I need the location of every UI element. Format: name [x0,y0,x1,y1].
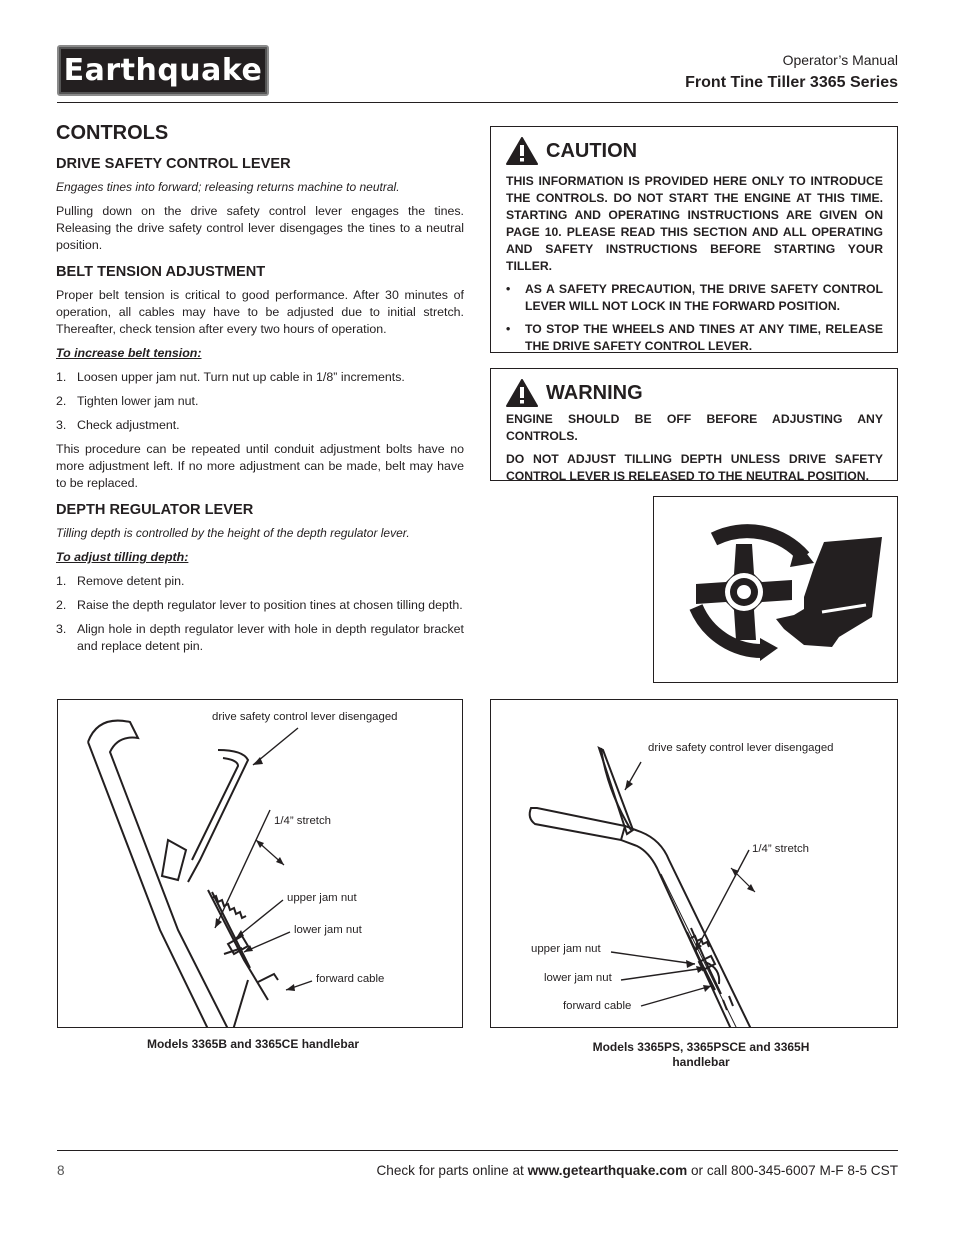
caution-body [506,173,883,355]
warning-title: WARNING [546,381,643,404]
warning-box [490,368,898,481]
depth-intro: Tilling depth is controlled by the height of the depth regulator lever. [56,526,410,540]
hazard-icon-box [653,496,898,683]
list-item: • TO STOP THE WHEELS AND TINES AT ANY TIME, RELEASE THE DRIVE SAFETY CONTROL LEVER. [506,322,883,353]
label-upper-jam-nut: upper jam nut [287,892,357,904]
caution-paragraph: THIS INFORMATION IS PROVIDED HERE ONLY TO INTRODUCE THE CONTROLS. DO NOT START THE ENGINE AT THIS TIME. STARTING AND OPERATING INSTRUCTIONS ARE GIVEN ON PAGE 10. PLEASE READ THIS SECTION AND ALL OPERATING AND SAFETY INSTRUCTIONS BEFORE STARTING YOUR TILLER. [506,174,883,273]
series-title: Front Tine Tiller 3365 Series [685,74,898,91]
label-lower-jam-nut: lower jam nut [294,924,362,936]
list-item: • AS A SAFETY PRECAUTION, THE DRIVE SAFETY CONTROL LEVER WILL NOT LOCK IN THE FORWARD POSITION. [506,282,883,313]
belt-body: Proper belt tension is critical to good performance. After 30 minutes of operation, all cables may have to be adjusted due to initial stretch. Thereafter, check tension after every two hours of operation. [56,288,464,336]
list-item: 1. Loosen upper jam nut. Turn nut up cable in 1/8” increments. [56,370,405,384]
header-rule [57,102,898,103]
section-title: CONTROLS [56,122,169,144]
warning-triangle-icon [506,137,538,165]
controls-section [56,120,464,662]
caution-header [506,137,883,165]
footer-text: Check for parts online at [376,1163,528,1178]
drive-body: Pulling down on the drive safety control lever engages the tines. Releasing the drive safety control lever disengages the tines to a neutral position. [56,204,464,252]
footer-contact [376,1163,898,1178]
label-lower-jam-nut: lower jam nut [544,972,612,984]
caution-title: CAUTION [546,139,638,162]
figure-left [57,699,463,1028]
footer-rule [57,1150,898,1151]
depth-heading: DEPTH REGULATOR LEVER [56,502,254,518]
list-item: 2. Raise the depth regulator lever to position tines at chosen tilling depth. [56,598,463,612]
belt-heading: BELT TENSION ADJUSTMENT [56,264,266,280]
footer-text: or call 800-345-6007 M-F 8-5 CST [687,1163,898,1178]
drive-intro: Engages tines into forward; releasing returns machine to neutral. [56,180,400,194]
handlebar-diagram-left [58,700,463,1028]
manual-title: Operator’s Manual [782,52,898,68]
warning-line-1: ENGINE SHOULD BE OFF BEFORE ADJUSTING ANY CONTROLS. [506,412,883,443]
earthquake-logo: Earthquake [57,45,269,96]
rotating-tines-hazard-icon [654,497,897,682]
belt-after: This procedure can be repeated until conduit adjustment bolts have no more adjustment left. If no more adjustment can be made, belt may have to be replaced. [56,442,464,490]
figure-right-caption [560,1040,842,1070]
caution-bullets [506,281,883,355]
list-item: 1. Remove detent pin. [56,574,185,588]
depth-subheading: To adjust tilling depth: [56,550,189,564]
label-upper-jam-nut: upper jam nut [531,943,601,955]
label-forward-cable: forward cable [316,973,385,985]
warning-header [506,379,883,407]
list-item: 3. Check adjustment. [56,418,180,432]
list-item: 2. Tighten lower jam nut. [56,394,199,408]
belt-steps [56,369,464,434]
figure-right [490,699,898,1028]
caption-line: Models 3365PS, 3365PSCE and 3365H [592,1040,810,1054]
page-number: 8 [57,1163,65,1178]
figure-left-caption: Models 3365B and 3365CE handlebar [146,1037,360,1051]
header-titles [685,52,898,92]
caption-line: handlebar [672,1055,730,1069]
warning-line-2: DO NOT ADJUST TILLING DEPTH UNLESS DRIVE SAFETY CONTROL LEVER IS RELEASED TO THE NEUTRAL POSITION. [506,452,883,483]
label-forward-cable: forward cable [563,1000,632,1012]
label-stretch: 1/4” stretch [274,815,331,827]
label-lever-disengaged: drive safety control lever disengaged [212,711,398,723]
label-stretch: 1/4” stretch [752,843,809,855]
website-link[interactable]: www.getearthquake.com [527,1163,688,1178]
belt-subheading: To increase belt tension: [56,346,202,360]
caution-box [490,126,898,353]
warning-triangle-icon [506,379,538,407]
list-item: 3. Align hole in depth regulator lever with hole in depth regulator bracket and replace detent pin. [56,622,464,653]
drive-heading: DRIVE SAFETY CONTROL LEVER [56,156,291,172]
footer [57,1163,898,1178]
label-lever-disengaged: drive safety control lever disengaged [648,742,834,754]
depth-steps [56,573,464,655]
warning-body [506,411,883,485]
